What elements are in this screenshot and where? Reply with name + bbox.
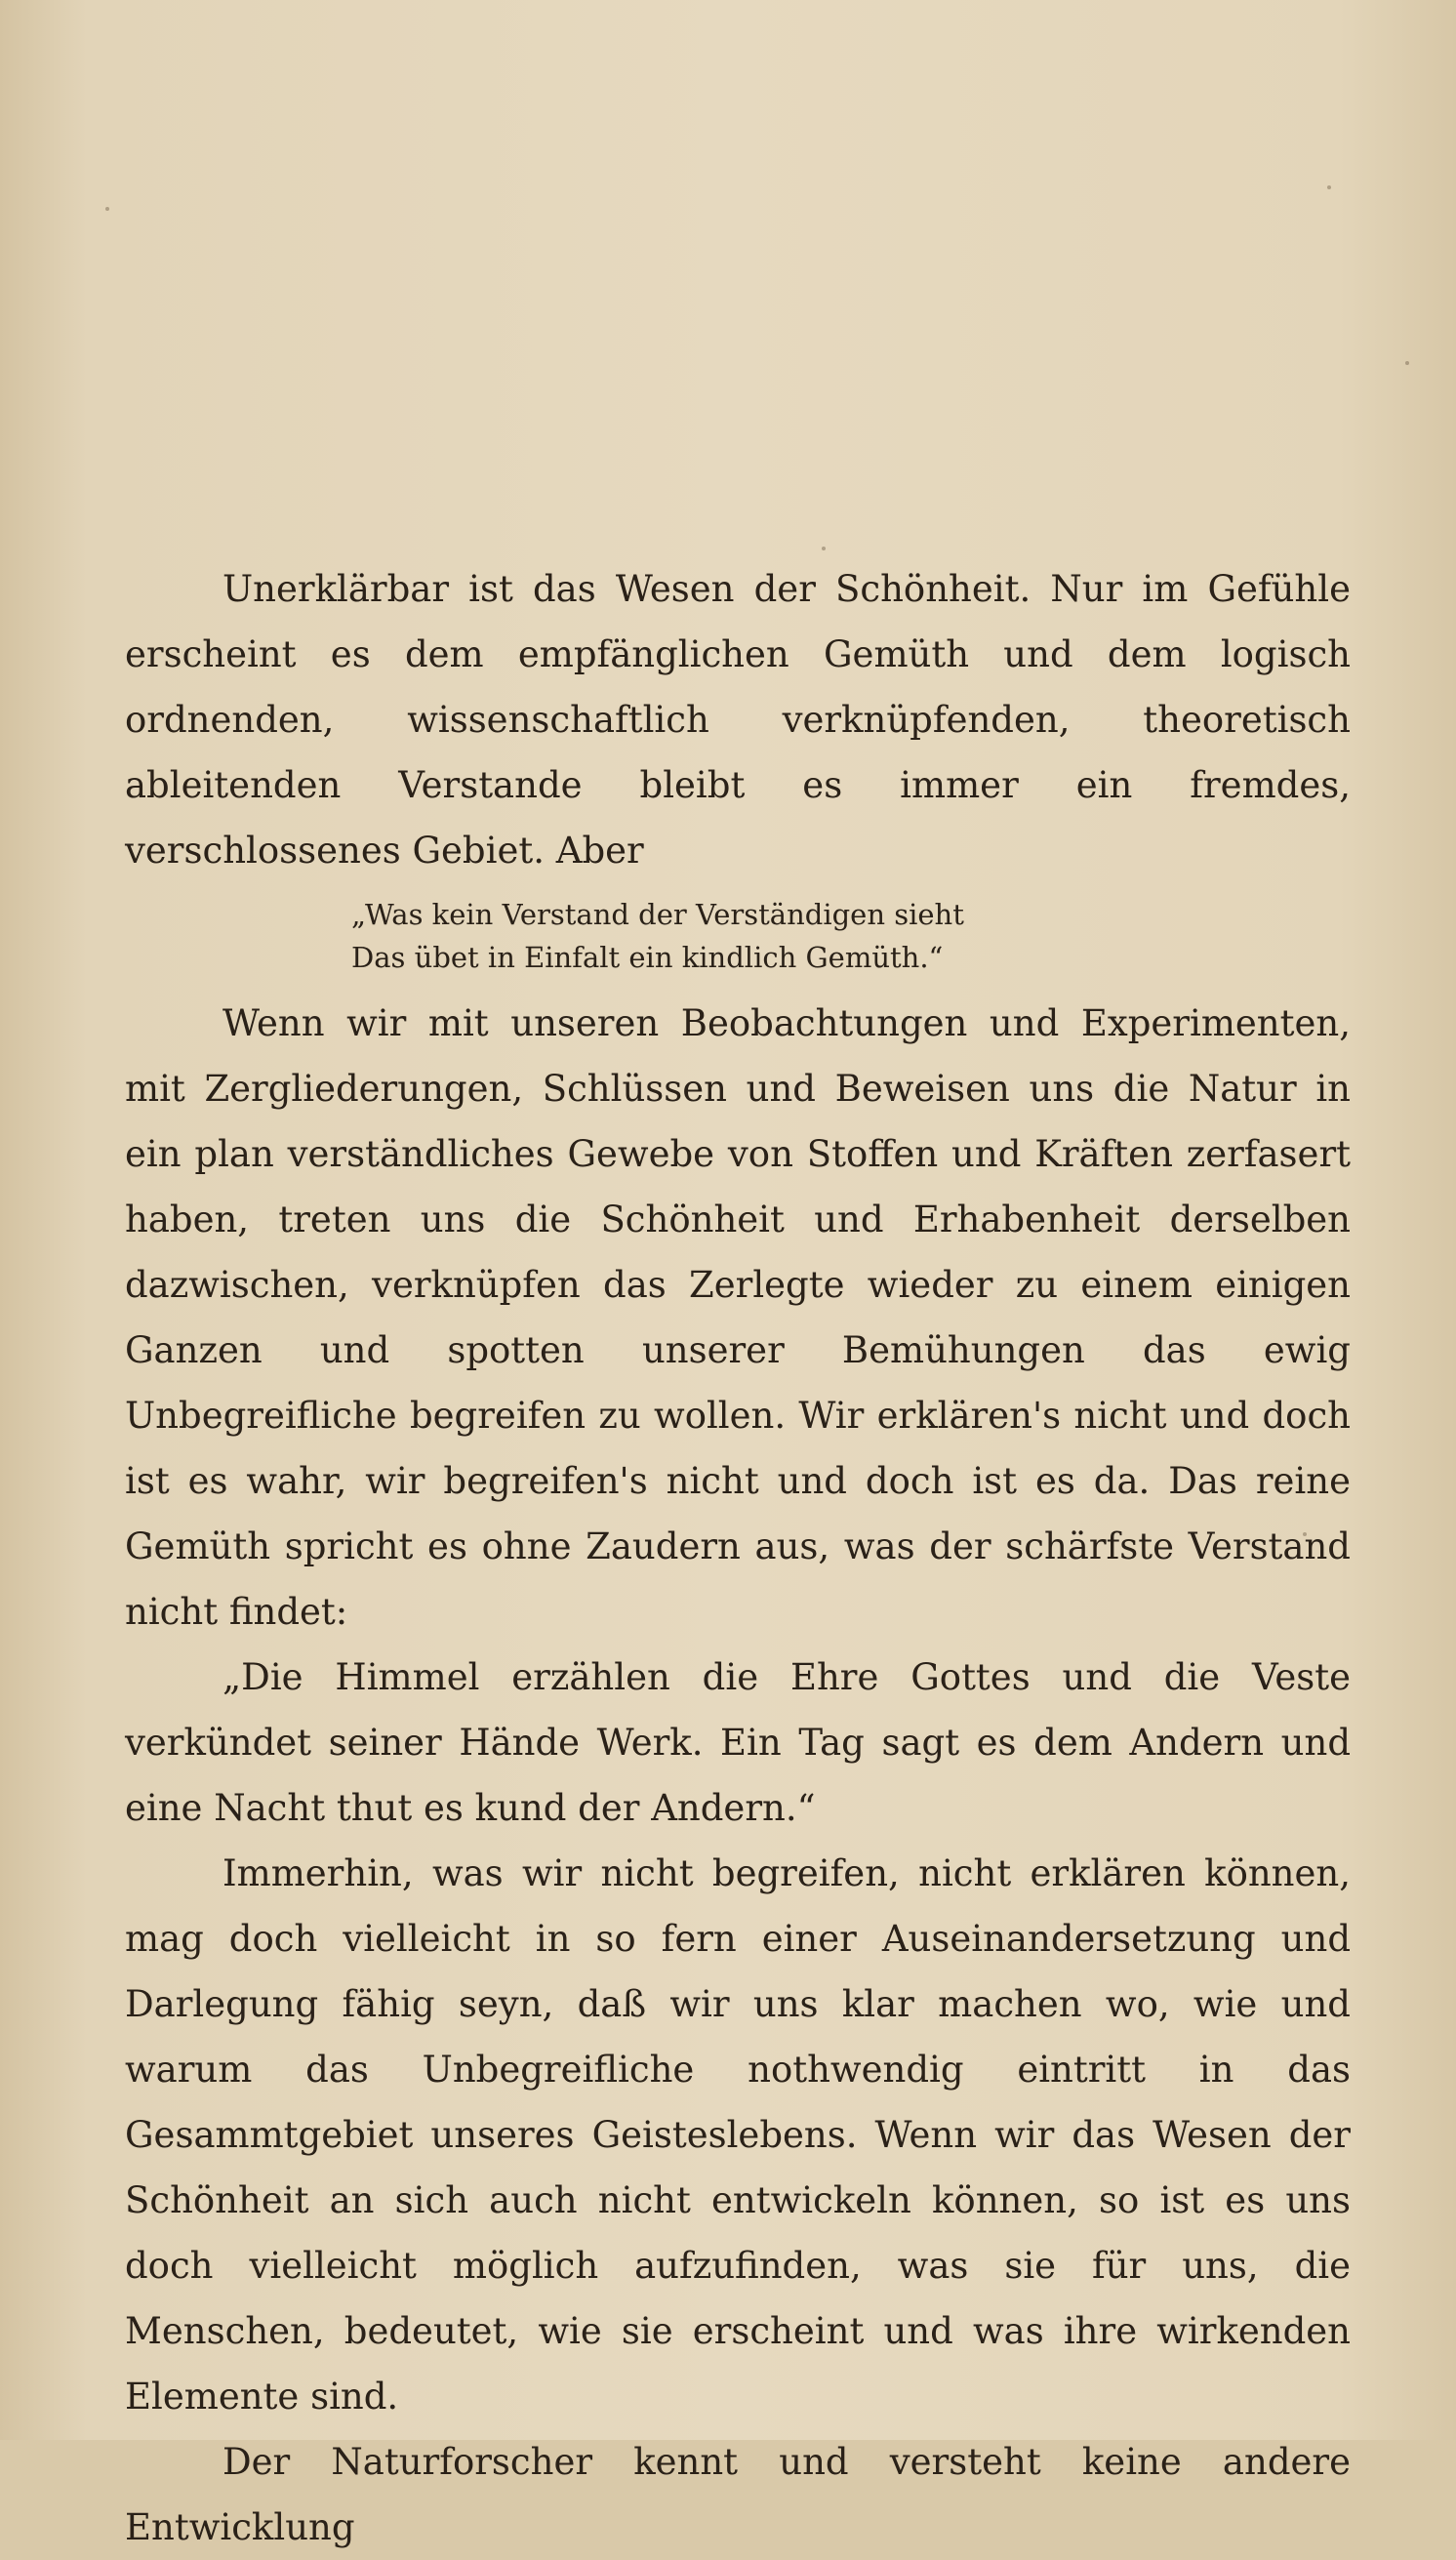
paragraph-3-quote: „Die Himmel erzählen die Ehre Gottes und die Veste verkündet seiner Hände Werk. Ein Tag sagt es dem Andern und eine Nacht thut es kund der Andern.“ — [125, 1656, 1351, 1829]
paper-speck — [1327, 185, 1331, 189]
paper-speck — [822, 547, 826, 550]
paper-speck — [105, 207, 109, 211]
paper-speck — [1405, 361, 1409, 365]
paragraph-1: Unerklärbar ist das Wesen der Schönheit. Nur im Gefühle erscheint es dem empfänglichen Gemüth und dem logisch ordnenden, wissenschaftlich verknüpfenden, theoretisch ableitenden Verstande bleibt es immer ein fremdes, verschlossenes Gebiet. Aber — [125, 568, 1351, 872]
verse-line-2: Das übet in Einfalt ein kindlich Gemüth.“ — [351, 941, 944, 974]
paragraph-4: Immerhin, was wir nicht begreifen, nicht erklären können, mag doch vielleicht in so fern einer Auseinandersetzung und Darlegung fähig seyn, daß wir uns klar machen wo, wie und warum das Unbegreifliche nothwendig eintritt in das Gesammtgebiet unseres Geisteslebens. Wenn wir das Wesen der Schönheit an sich auch nicht entwickeln können, so ist es uns doch vielleicht möglich aufzufinden, was sie für uns, die Menschen, bedeutet, wie sie erscheint und was ihre wirkenden Elemente sind. — [125, 1852, 1351, 2418]
verse-line-1: „Was kein Verstand der Verständigen sieht — [351, 898, 964, 931]
page-text — [125, 556, 1351, 2560]
verse-quote — [351, 883, 1351, 991]
paragraph-5: Der Naturforscher kennt und versteht keine andere Entwicklung — [125, 2441, 1351, 2548]
paragraph-2: Wenn wir mit unseren Beobachtungen und Experimenten, mit Zergliederungen, Schlüssen und Beweisen uns die Natur in ein plan verständliches Gewebe von Stoffen und Kräften zerfasert haben, treten uns die Schönheit und Erhabenheit derselben dazwischen, verknüpfen das Zerlegte wieder zu einem einigen Ganzen und spotten unserer Bemühungen das ewig Unbegreifliche begreifen zu wollen. Wir erklären's nicht und doch ist es wahr, wir begreifen's nicht und doch ist es da. Das reine Gemüth spricht es ohne Zaudern aus, was der schärfste Verstand nicht findet: — [125, 1002, 1351, 1633]
